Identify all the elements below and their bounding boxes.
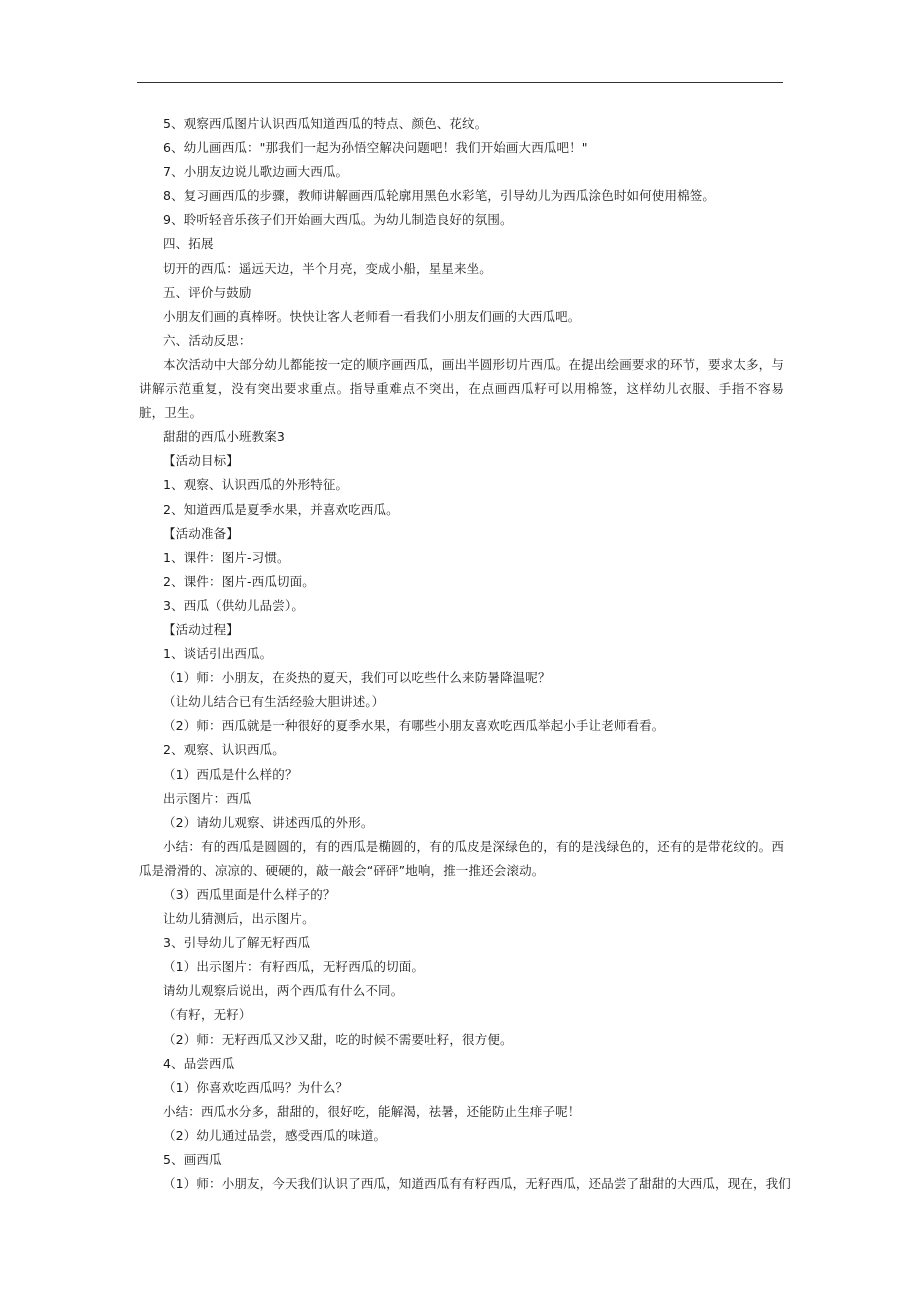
text-line: 1、课件：图片-习惯。 <box>163 549 290 565</box>
text-line: （3）西瓜里面是什么样子的？ <box>163 887 336 902</box>
text-line: （1）师：小朋友，今天我们认识了西瓜，知道西瓜有有籽西瓜，无籽西瓜，还品尝了甜甜的大西瓜，现在，我们 <box>163 1176 791 1192</box>
text-line: 3、西瓜（供幼儿品尝）。 <box>163 597 305 613</box>
section-heading: 【活动目标】 <box>163 453 239 469</box>
text-line: 6、幼儿画西瓜："那我们一起为孙悟空解决问题吧！我们开始画大西瓜吧！" <box>163 140 588 156</box>
text-line: 请幼儿观察后说出，两个西瓜有什么不同。 <box>163 983 404 999</box>
text-line: 2、知道西瓜是夏季水果，并喜欢吃西瓜。 <box>163 501 399 517</box>
text-line: 9、聆听轻音乐孩子们开始画大西瓜。为幼儿制造良好的氛围。 <box>163 212 513 228</box>
document-body <box>139 112 791 1196</box>
text-line: （1）西瓜是什么样的？ <box>163 766 298 782</box>
text-line: 5、画西瓜 <box>163 1152 222 1168</box>
summary-paragraph: 小结：有的西瓜是圆圆的，有的西瓜是椭圆的，有的瓜皮是深绿色的，有的是浅绿色的，还有的是带花纹的。西瓜是滑滑的、凉凉的、硬硬的，敲一敲会“砰砰”地响，推一推还会滚动。 <box>139 838 784 878</box>
text-line: （让幼儿结合已有生活经验大胆讲述。） <box>163 694 385 710</box>
text-line: （1）你喜欢吃西瓜吗？为什么？ <box>163 1079 349 1095</box>
text-line: （2）师：无籽西瓜又沙又甜，吃的时候不需要吐籽，很方便。 <box>163 1031 513 1047</box>
text-line: （2）师：西瓜就是一种很好的夏季水果，有哪些小朋友喜欢吃西瓜举起小手让老师看看。 <box>163 718 665 734</box>
section-heading: 六、活动反思： <box>163 332 252 348</box>
text-line: 小结：西瓜水分多，甜甜的，很好吃，能解渴，祛暑，还能防止生痱子呢！ <box>163 1103 581 1119</box>
text-line: 8、复习画西瓜的步骤，教师讲解画西瓜轮廓用黑色水彩笔，引导幼儿为西瓜涂色时如何使用棉签。 <box>163 188 716 204</box>
text-line: 4、品尝西瓜 <box>163 1055 235 1071</box>
text-line: 2、观察、认识西瓜。 <box>163 742 285 758</box>
text-line: 出示图片：西瓜 <box>163 790 252 806</box>
text-line: 3、引导幼儿了解无籽西瓜 <box>163 935 311 951</box>
section-heading: 【活动准备】 <box>163 525 239 541</box>
text-line: （2）幼儿通过品尝，感受西瓜的味道。 <box>163 1127 387 1143</box>
text-line: 1、谈话引出西瓜。 <box>163 646 273 662</box>
text-line: 7、小朋友边说儿歌边画大西瓜。 <box>163 164 349 180</box>
text-line: 1、观察、认识西瓜的外形特征。 <box>163 477 349 493</box>
text-line: 5、观察西瓜图片认识西瓜知道西瓜的特点、颜色、花纹。 <box>163 116 488 131</box>
text-line: （1）出示图片：有籽西瓜，无籽西瓜的切面。 <box>163 959 425 975</box>
text-line: （有籽，无籽） <box>163 1007 252 1023</box>
reflection-paragraph: 本次活动中大部分幼儿都能按一定的顺序画西瓜，画出半圆形切片西瓜。在提出绘画要求的环节，要求太多，与讲解示范重复，没有突出要求重点。指导重难点不突出，在点画西瓜籽可以用棉签，这样幼儿衣服、手指不容易脏，卫生。 <box>139 356 784 421</box>
text-line: 让幼儿猜测后，出示图片。 <box>163 911 315 927</box>
text-line: 2、课件：图片-西瓜切面。 <box>163 573 315 589</box>
section-heading: 五、评价与鼓励 <box>163 284 252 300</box>
text-line: （1）师：小朋友，在炎热的夏天，我们可以吃些什么来防暑降温呢？ <box>163 670 551 686</box>
header-rule <box>137 82 783 83</box>
text-line: 切开的西瓜：遥远天边，半个月亮，变成小船，星星来坐。 <box>163 260 492 276</box>
section-heading: 四、拓展 <box>163 236 214 252</box>
lesson-title: 甜甜的西瓜小班教案3 <box>163 429 285 445</box>
text-line: （2）请幼儿观察、讲述西瓜的外形。 <box>163 814 374 830</box>
section-heading: 【活动过程】 <box>163 621 239 637</box>
text-line: 小朋友们画的真棒呀。快快让客人老师看一看我们小朋友们画的大西瓜吧。 <box>163 308 581 324</box>
